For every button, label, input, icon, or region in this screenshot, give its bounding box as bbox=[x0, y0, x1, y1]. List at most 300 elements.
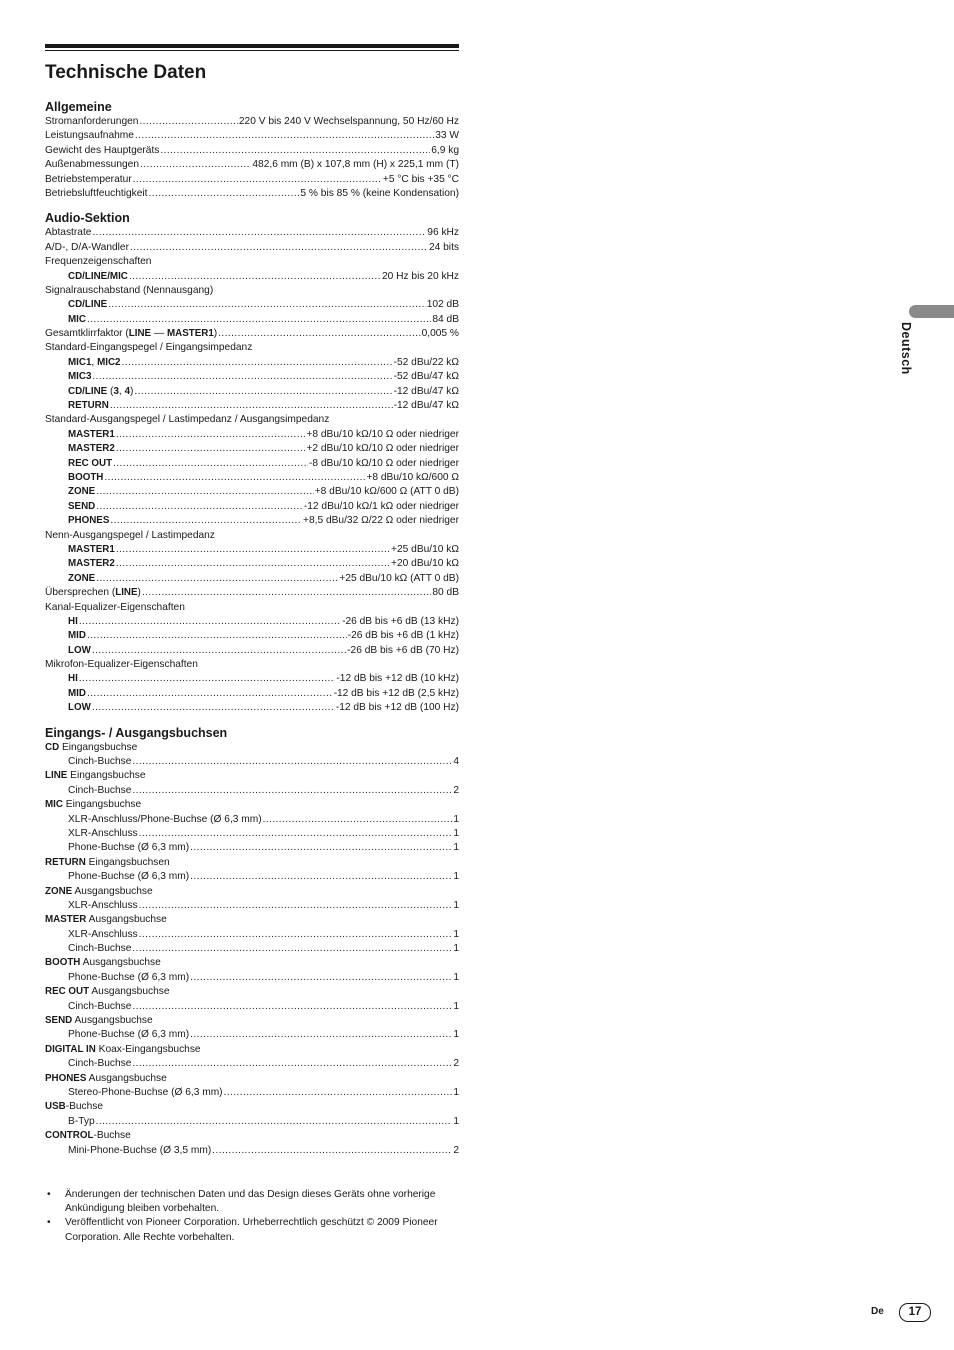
leader-dots bbox=[132, 755, 452, 769]
spec-section bbox=[45, 210, 459, 715]
spec-subheading bbox=[45, 284, 459, 298]
spec-row bbox=[45, 187, 459, 201]
spec-row bbox=[45, 1144, 459, 1158]
spec-row bbox=[45, 173, 459, 187]
spec-section bbox=[45, 725, 459, 1158]
section-heading: Eingangs- / Ausgangsbuchsen bbox=[45, 725, 228, 740]
spec-value: -12 dBu/10 kΩ/1 kΩ oder niedriger bbox=[303, 500, 459, 512]
bold-term: LINE bbox=[45, 770, 68, 782]
spec-label: XLR-Anschluss bbox=[68, 899, 138, 911]
spec-row bbox=[45, 557, 459, 571]
spec-label: Standard-Eingangspegel / Eingangsimpedanz bbox=[45, 342, 253, 354]
leader-dots bbox=[134, 385, 392, 399]
spec-value: +25 dBu/10 kΩ bbox=[391, 543, 459, 555]
spec-subheading bbox=[45, 956, 459, 970]
spec-row bbox=[45, 701, 459, 715]
leader-dots bbox=[92, 701, 335, 715]
spec-label bbox=[68, 298, 107, 312]
leader-dots bbox=[108, 298, 426, 312]
spec-row bbox=[45, 1028, 459, 1042]
bold-term: DIGITAL IN bbox=[45, 1043, 96, 1055]
spec-row bbox=[45, 629, 459, 643]
spec-row bbox=[45, 672, 459, 686]
spec-value: 20 Hz bis 20 kHz bbox=[381, 270, 459, 282]
spec-row bbox=[45, 428, 459, 442]
bold-term: MIC bbox=[45, 799, 63, 811]
spec-value: +8 dBu/10 kΩ/10 Ω oder niedriger bbox=[306, 428, 459, 440]
leader-dots bbox=[96, 485, 314, 499]
spec-row bbox=[45, 813, 459, 827]
spec-value: 5 % bis 85 % (keine Kondensation) bbox=[300, 187, 459, 199]
language-tab bbox=[909, 305, 954, 318]
bold-term: SEND bbox=[45, 1015, 73, 1027]
bold-term: REC OUT bbox=[68, 457, 113, 469]
spec-label bbox=[68, 629, 86, 643]
spec-row bbox=[45, 385, 459, 399]
bold-term: ZONE bbox=[68, 486, 96, 498]
spec-label: LINE Eingangsbuchse bbox=[45, 770, 146, 782]
leader-dots bbox=[142, 586, 431, 600]
bold-term: CD/LINE bbox=[68, 385, 108, 397]
spec-value: -52 dBu/22 kΩ bbox=[393, 356, 459, 368]
notes-list bbox=[45, 1188, 459, 1245]
spec-label bbox=[68, 370, 91, 384]
spec-value: 24 bits bbox=[428, 241, 459, 253]
spec-label bbox=[68, 557, 115, 571]
spec-label: MIC Eingangsbuchse bbox=[45, 799, 142, 811]
spec-value: +8 dBu/10 kΩ/600 Ω (ATT 0 dB) bbox=[314, 486, 459, 498]
spec-row bbox=[45, 158, 459, 172]
bold-term: CD/LINE bbox=[68, 299, 108, 311]
spec-value: +25 dBu/10 kΩ (ATT 0 dB) bbox=[339, 572, 459, 584]
leader-dots bbox=[139, 899, 453, 913]
spec-label bbox=[68, 270, 128, 284]
spec-label: REC OUT Ausgangsbuchse bbox=[45, 986, 170, 998]
spec-value: 482,6 mm (B) x 107,8 mm (H) x 225,1 mm (T) bbox=[252, 159, 459, 171]
spec-label bbox=[68, 615, 78, 629]
spec-label: Standard-Ausgangspegel / Lastimpedanz / Ausgangsimpedanz bbox=[45, 414, 330, 426]
bold-term: MASTER1 bbox=[68, 428, 115, 440]
bold-term: HI bbox=[68, 673, 78, 685]
leader-dots bbox=[133, 173, 382, 187]
spec-label bbox=[68, 471, 103, 485]
page-number: 17 bbox=[899, 1303, 931, 1322]
spec-row bbox=[45, 471, 459, 485]
spec-value: -12 dBu/47 kΩ bbox=[393, 385, 459, 397]
spec-value: 96 kHz bbox=[427, 227, 459, 239]
bold-term: MASTER1 bbox=[68, 543, 115, 555]
leader-dots bbox=[190, 870, 452, 884]
spec-label bbox=[68, 572, 95, 586]
leader-dots bbox=[135, 129, 434, 143]
spec-value: -26 dB bis +6 dB (70 Hz) bbox=[347, 644, 459, 656]
leader-dots bbox=[79, 615, 341, 629]
spec-label: Signalrauschabstand (Nennausgang) bbox=[45, 284, 214, 296]
bold-term: MASTER bbox=[45, 914, 87, 926]
spec-value: -26 dB bis +6 dB (1 kHz) bbox=[347, 630, 459, 642]
spec-row bbox=[45, 313, 459, 327]
bold-term: BOOTH bbox=[45, 957, 81, 969]
bullet-icon: • bbox=[47, 1189, 51, 1200]
leader-dots bbox=[87, 629, 347, 643]
spec-label: Betriebstemperatur bbox=[45, 173, 132, 185]
leader-dots bbox=[132, 784, 452, 798]
spec-row bbox=[45, 870, 459, 884]
bold-term: PHONES bbox=[68, 515, 110, 527]
spec-value: 102 dB bbox=[426, 299, 459, 311]
bullet-icon: • bbox=[47, 1217, 51, 1229]
spec-row bbox=[45, 270, 459, 284]
bold-term: MASTER2 bbox=[68, 558, 115, 570]
leader-dots bbox=[263, 813, 453, 827]
spec-label: Betriebsluftfeuchtigkeit bbox=[45, 187, 148, 199]
section-heading: Audio-Sektion bbox=[45, 211, 130, 226]
spec-value: 1 bbox=[453, 1087, 459, 1098]
leader-dots bbox=[96, 572, 338, 586]
spec-row bbox=[45, 514, 459, 528]
spec-row bbox=[45, 644, 459, 658]
spec-label: Frequenzeigenschaften bbox=[45, 256, 152, 268]
spec-label: RETURN Eingangsbuchsen bbox=[45, 856, 170, 868]
spec-row bbox=[45, 500, 459, 514]
bold-term: CONTROL bbox=[45, 1130, 94, 1142]
spec-value: 1 bbox=[453, 943, 459, 955]
spec-row bbox=[45, 687, 459, 701]
spec-label: Nenn-Ausgangspegel / Lastimpedanz bbox=[45, 529, 215, 541]
spec-label: USB-Buchse bbox=[45, 1101, 104, 1113]
spec-label: Stromanforderungen bbox=[45, 116, 139, 127]
spec-value: 2 bbox=[453, 1144, 459, 1156]
spec-section bbox=[45, 99, 459, 201]
bold-term: 3 bbox=[113, 385, 119, 397]
leader-dots bbox=[92, 370, 392, 384]
spec-row bbox=[45, 129, 459, 143]
leader-dots bbox=[116, 543, 390, 557]
spec-value: +8,5 dBu/32 Ω/22 Ω oder niedriger bbox=[303, 515, 459, 527]
spec-row bbox=[45, 241, 459, 255]
bold-term: 4 bbox=[124, 385, 131, 397]
spec-value: +2 dBu/10 kΩ/10 Ω oder niedriger bbox=[306, 443, 459, 455]
spec-subheading bbox=[45, 413, 459, 427]
spec-value: 2 bbox=[453, 1058, 459, 1070]
leader-dots bbox=[149, 187, 300, 201]
spec-row bbox=[45, 356, 459, 370]
leader-dots bbox=[130, 241, 428, 255]
spec-row bbox=[45, 942, 459, 956]
spec-label: PHONES Ausgangsbuchse bbox=[45, 1072, 167, 1084]
leader-dots bbox=[190, 971, 452, 985]
page-title: Technische Daten bbox=[45, 62, 207, 83]
spec-label bbox=[68, 442, 115, 456]
spec-row bbox=[45, 827, 459, 841]
bold-term: BOOTH bbox=[68, 471, 104, 483]
spec-row bbox=[45, 485, 459, 499]
leader-dots bbox=[139, 115, 237, 129]
spec-value: -12 dBu/47 kΩ bbox=[393, 400, 459, 412]
bold-term: MIC1 bbox=[68, 356, 92, 368]
spec-value: 6,9 kg bbox=[431, 144, 459, 156]
spec-value: -12 dB bis +12 dB (2,5 kHz) bbox=[333, 687, 459, 699]
spec-label: Leistungsaufnahme bbox=[45, 130, 134, 142]
spec-value: 2 bbox=[453, 784, 459, 796]
spec-label bbox=[68, 514, 109, 528]
spec-label bbox=[68, 428, 115, 442]
leader-dots bbox=[116, 442, 306, 456]
bold-term: CD/LINE/MIC bbox=[68, 270, 128, 282]
leader-dots bbox=[87, 687, 333, 701]
spec-label: Mini-Phone-Buchse (Ø 3,5 mm) bbox=[68, 1144, 212, 1156]
bold-term: ZONE bbox=[68, 572, 96, 584]
spec-value: 1 bbox=[453, 1000, 459, 1012]
bold-term: SEND bbox=[68, 500, 96, 512]
bold-term: MIC2 bbox=[97, 356, 121, 368]
spec-value: -52 dBu/47 kΩ bbox=[393, 371, 459, 383]
header-rule-thin bbox=[45, 50, 459, 51]
spec-column bbox=[45, 44, 459, 1158]
spec-row bbox=[45, 543, 459, 557]
spec-row bbox=[45, 586, 459, 600]
bold-term: MIC3 bbox=[68, 371, 92, 383]
spec-subheading bbox=[45, 529, 459, 543]
spec-label: CD/LINE (3, 4) bbox=[68, 385, 134, 397]
bold-term: REC OUT bbox=[45, 986, 90, 998]
language-tab-text: Deutsch bbox=[899, 322, 913, 375]
leader-dots bbox=[132, 1057, 452, 1071]
spec-label: MIC1, MIC2 bbox=[68, 356, 121, 368]
bold-term: ZONE bbox=[45, 885, 73, 897]
leader-dots bbox=[96, 1115, 453, 1129]
note-text: Änderungen der technischen Daten und das Design dieses Geräts ohne vorherige Ankündigung bleiben vorbehalten. bbox=[65, 1189, 436, 1215]
bold-term: MID bbox=[68, 630, 86, 642]
leader-dots bbox=[92, 226, 426, 240]
bold-term: RETURN bbox=[45, 856, 86, 868]
spec-label bbox=[68, 399, 109, 413]
bold-term: LINE bbox=[128, 328, 152, 340]
spec-label: Cinch-Buchse bbox=[68, 756, 132, 768]
spec-label: XLR-Anschluss bbox=[68, 928, 138, 940]
footer-language: De bbox=[871, 1306, 884, 1317]
bold-term: MASTER2 bbox=[68, 443, 115, 455]
spec-row bbox=[45, 399, 459, 413]
spec-label: B-Typ bbox=[68, 1115, 95, 1127]
spec-subheading bbox=[45, 1072, 459, 1086]
leader-dots bbox=[87, 313, 431, 327]
spec-subheading bbox=[45, 856, 459, 870]
spec-row bbox=[45, 442, 459, 456]
spec-label: MASTER Ausgangsbuchse bbox=[45, 914, 167, 926]
spec-value: -8 dBu/10 kΩ/10 Ω oder niedriger bbox=[308, 457, 459, 469]
spec-row bbox=[45, 1057, 459, 1071]
spec-subheading bbox=[45, 255, 459, 269]
spec-subheading bbox=[45, 1043, 459, 1057]
leader-dots bbox=[212, 1144, 452, 1158]
spec-label bbox=[68, 701, 91, 715]
leader-dots bbox=[96, 500, 303, 514]
spec-subheading bbox=[45, 341, 459, 355]
section-heading: Allgemeine bbox=[45, 100, 112, 114]
bold-term: USB bbox=[45, 1101, 66, 1113]
spec-subheading bbox=[45, 985, 459, 999]
spec-row bbox=[45, 841, 459, 855]
spec-subheading bbox=[45, 769, 459, 783]
spec-row bbox=[45, 615, 459, 629]
spec-value: 1 bbox=[453, 899, 459, 911]
bold-term: RETURN bbox=[68, 400, 109, 412]
leader-dots bbox=[224, 1086, 453, 1100]
leader-dots bbox=[79, 672, 336, 686]
spec-label bbox=[68, 687, 86, 701]
spec-label: Cinch-Buchse bbox=[68, 1000, 132, 1012]
spec-label: Mikrofon-Equalizer-Eigenschaften bbox=[45, 659, 198, 671]
leader-dots bbox=[113, 457, 308, 471]
spec-label: Phone-Buchse (Ø 6,3 mm) bbox=[68, 871, 190, 883]
bold-term: PHONES bbox=[45, 1072, 87, 1084]
spec-row bbox=[45, 572, 459, 586]
leader-dots bbox=[110, 514, 302, 528]
leader-dots bbox=[92, 644, 346, 658]
spec-value: 1 bbox=[453, 813, 459, 825]
leader-dots bbox=[116, 557, 390, 571]
language-tab-label bbox=[899, 322, 938, 392]
spec-value: -12 dB bis +12 dB (100 Hz) bbox=[335, 702, 459, 714]
spec-label: Phone-Buchse (Ø 6,3 mm) bbox=[68, 971, 190, 983]
spec-label bbox=[68, 500, 95, 514]
leader-dots bbox=[140, 158, 251, 172]
spec-row bbox=[45, 115, 459, 129]
spec-label: Außenabmessungen bbox=[45, 159, 140, 171]
bold-term: HI bbox=[68, 615, 78, 627]
spec-label: SEND Ausgangsbuchse bbox=[45, 1015, 153, 1027]
spec-value: 1 bbox=[453, 928, 459, 940]
spec-subheading bbox=[45, 913, 459, 927]
spec-row bbox=[45, 755, 459, 769]
spec-subheading bbox=[45, 1129, 459, 1143]
bold-term: MIC bbox=[68, 313, 86, 325]
spec-subheading bbox=[45, 798, 459, 812]
leader-dots bbox=[218, 327, 420, 341]
spec-row bbox=[45, 899, 459, 913]
spec-label: XLR-Anschluss/Phone-Buchse (Ø 6,3 mm) bbox=[68, 813, 262, 825]
spec-label: A/D-, D/A-Wandler bbox=[45, 241, 129, 253]
spec-value: +5 °C bis +35 °C bbox=[382, 173, 459, 185]
header-rule-thick bbox=[45, 44, 459, 48]
spec-value: 1 bbox=[453, 827, 459, 839]
spec-value: 1 bbox=[453, 842, 459, 854]
spec-label: CONTROL-Buchse bbox=[45, 1130, 131, 1142]
spec-label bbox=[68, 672, 78, 686]
spec-label: Cinch-Buchse bbox=[68, 1058, 132, 1070]
bold-term: LOW bbox=[68, 644, 91, 656]
bold-term: LINE bbox=[115, 587, 138, 599]
spec-value: 4 bbox=[453, 756, 459, 768]
spec-label: BOOTH Ausgangsbuchse bbox=[45, 957, 161, 969]
leader-dots bbox=[190, 841, 452, 855]
spec-label: Kanal-Equalizer-Eigenschaften bbox=[45, 601, 185, 613]
spec-label: Übersprechen (LINE) bbox=[45, 587, 141, 599]
spec-value: -12 dB bis +12 dB (10 kHz) bbox=[336, 673, 459, 685]
spec-row bbox=[45, 226, 459, 240]
spec-subheading bbox=[45, 658, 459, 672]
note-text: Veröffentlicht von Pioneer Corporation. Urheberrechtlich geschützt © 2009 Pioneer Corporation. Alle Rechte vorbehalten. bbox=[65, 1217, 438, 1243]
spec-label: Gewicht des Hauptgeräts bbox=[45, 144, 160, 156]
spec-row bbox=[45, 928, 459, 942]
spec-row bbox=[45, 1000, 459, 1014]
spec-label: ZONE Ausgangsbuchse bbox=[45, 885, 153, 897]
spec-label: Cinch-Buchse bbox=[68, 943, 132, 955]
leader-dots bbox=[122, 356, 393, 370]
spec-label bbox=[68, 543, 115, 557]
leader-dots bbox=[116, 428, 306, 442]
spec-label: Gesamtklirrfaktor (LINE — MASTER1) bbox=[45, 328, 218, 340]
spec-subheading bbox=[45, 1100, 459, 1114]
leader-dots bbox=[104, 471, 365, 485]
spec-row bbox=[45, 784, 459, 798]
spec-row bbox=[45, 971, 459, 985]
spec-row bbox=[45, 144, 459, 158]
leader-dots bbox=[132, 1000, 452, 1014]
spec-value: 84 dB bbox=[432, 313, 459, 325]
spec-label: Cinch-Buchse bbox=[68, 784, 132, 796]
spec-label: Stereo-Phone-Buchse (Ø 6,3 mm) bbox=[68, 1087, 223, 1098]
spec-value: 80 dB bbox=[432, 587, 459, 599]
leader-dots bbox=[132, 942, 452, 956]
spec-value: 1 bbox=[453, 971, 459, 983]
leader-dots bbox=[160, 144, 430, 158]
spec-value: +20 dBu/10 kΩ bbox=[391, 558, 459, 570]
spec-row bbox=[45, 327, 459, 341]
spec-subheading bbox=[45, 741, 459, 755]
spec-label bbox=[68, 457, 112, 471]
bold-term: LOW bbox=[68, 702, 91, 714]
spec-value: -26 dB bis +6 dB (13 kHz) bbox=[342, 615, 459, 627]
spec-value: 1 bbox=[453, 1029, 459, 1041]
spec-label: DIGITAL IN Koax-Eingangsbuchse bbox=[45, 1043, 201, 1055]
spec-label: XLR-Anschluss bbox=[68, 827, 138, 839]
leader-dots bbox=[139, 928, 453, 942]
spec-value: 220 V bis 240 V Wechselspannung, 50 Hz/60 Hz bbox=[238, 116, 459, 127]
spec-value: 0,005 % bbox=[421, 328, 459, 340]
spec-value: 1 bbox=[453, 871, 459, 883]
bold-term: CD bbox=[45, 741, 60, 753]
note-item bbox=[45, 1188, 459, 1216]
spec-value: 33 W bbox=[435, 130, 459, 142]
spec-label: Abtastrate bbox=[45, 227, 92, 239]
spec-label: Phone-Buchse (Ø 6,3 mm) bbox=[68, 842, 190, 854]
spec-row bbox=[45, 298, 459, 312]
leader-dots bbox=[110, 399, 393, 413]
note-item bbox=[45, 1216, 459, 1244]
leader-dots bbox=[129, 270, 381, 284]
spec-label bbox=[68, 313, 86, 327]
spec-label bbox=[68, 485, 95, 499]
spec-label: Phone-Buchse (Ø 6,3 mm) bbox=[68, 1029, 190, 1041]
spec-row bbox=[45, 1086, 459, 1100]
spec-label bbox=[68, 644, 91, 658]
spec-row bbox=[45, 370, 459, 384]
leader-dots bbox=[190, 1028, 452, 1042]
spec-subheading bbox=[45, 885, 459, 899]
spec-row bbox=[45, 1115, 459, 1129]
spec-value: +8 dBu/10 kΩ/600 Ω bbox=[366, 471, 459, 483]
spec-subheading bbox=[45, 1014, 459, 1028]
spec-sections bbox=[45, 99, 459, 1158]
bold-term: MASTER1 bbox=[166, 328, 214, 340]
leader-dots bbox=[139, 827, 453, 841]
spec-subheading bbox=[45, 601, 459, 615]
spec-value: 1 bbox=[453, 1115, 459, 1127]
bold-term: MID bbox=[68, 687, 86, 699]
spec-label: CD Eingangsbuchse bbox=[45, 741, 138, 753]
